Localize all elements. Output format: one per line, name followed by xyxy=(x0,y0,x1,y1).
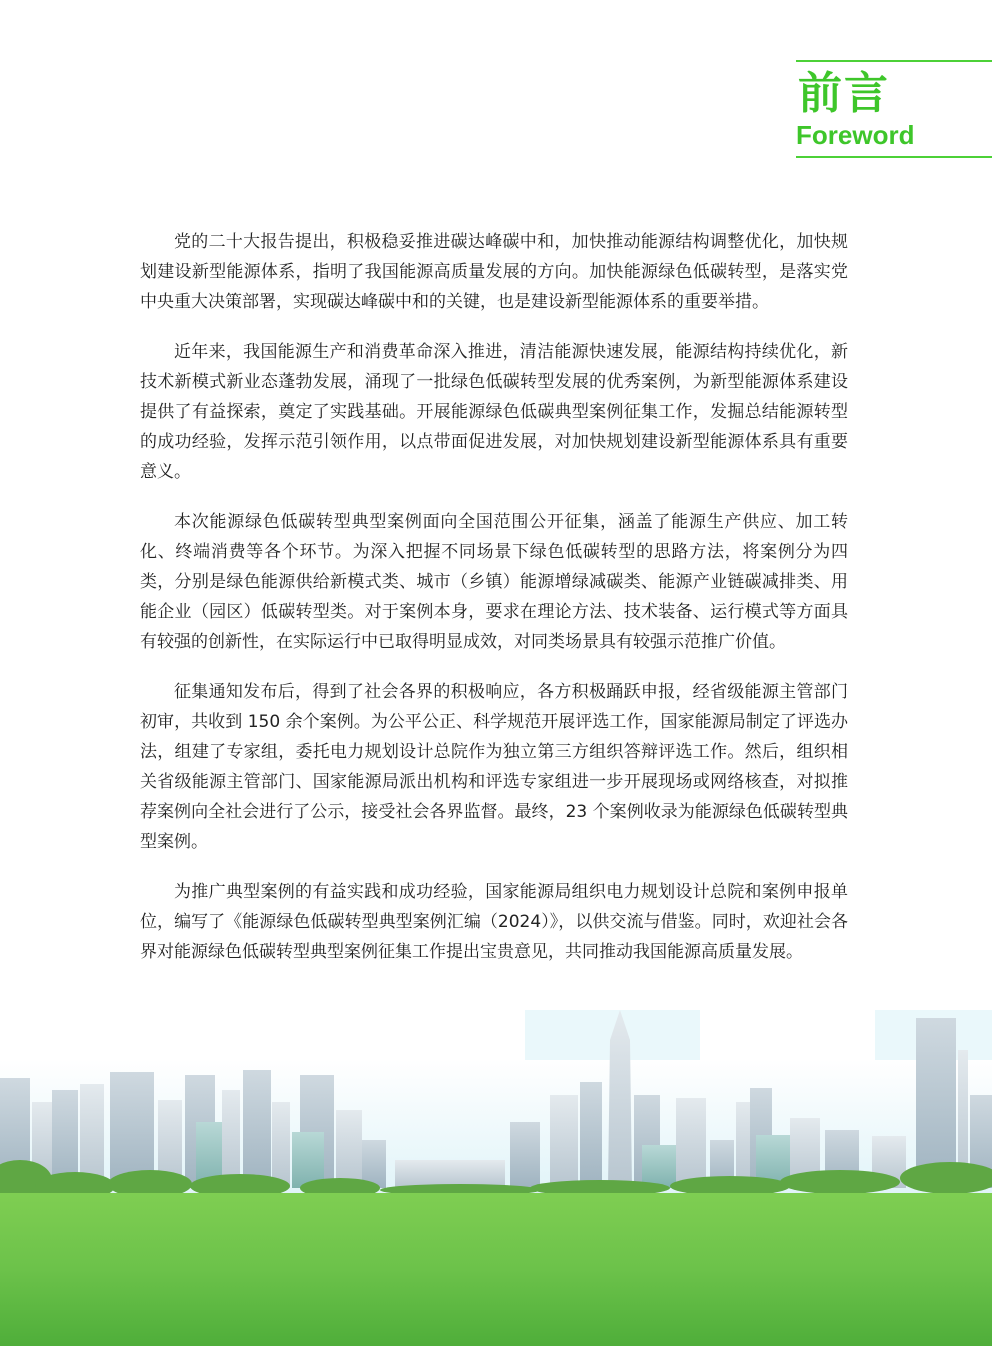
paragraph: 征集通知发布后，得到了社会各界的积极响应，各方积极踊跃申报，经省级能源主管部门初审，共收到 150 余个案例。为公平公正、科学规范开展评选工作，国家能源局制定了评选办法，组建了专家组，委托电力规划设计总院作为独立第三方组织答辩评选工作。然后，组织相关省级能源主管部门、国家能源局派出机构和评选专家组进一步开展现场或网络核查，对拟推荐案例向全社会进行了公示，接受社会各界监督。最终，23 个案例收录为能源绿色低碳转型典型案例。 xyxy=(140,682,848,852)
foreword-body xyxy=(140,227,848,987)
section-title: 前言 xyxy=(798,68,890,119)
header-bottom-rule xyxy=(796,156,992,158)
paragraph: 党的二十大报告提出，积极稳妥推进碳达峰碳中和，加快推动能源结构调整优化，加快规划建设新型能源体系，指明了我国能源高质量发展的方向。加快能源绿色低碳转型，是落实党中央重大决策部署，实现碳达峰碳中和的关键，也是建设新型能源体系的重要举措。 xyxy=(140,232,848,312)
section-header xyxy=(796,60,992,160)
header-top-rule xyxy=(796,60,992,62)
city-skyline-illustration xyxy=(0,1010,992,1346)
paragraph: 本次能源绿色低碳转型典型案例面向全国范围公开征集，涵盖了能源生产供应、加工转化、终端消费等各个环节。为深入把握不同场景下绿色低碳转型的思路方法，将案例分为四类，分别是绿色能源供给新模式类、城市（乡镇）能源增绿减碳类、能源产业链碳减排类、用能企业（园区）低碳转型类。对于案例本身，要求在理论方法、技术装备、运行模式等方面具有较强的创新性，在实际运行中已取得明显成效，对同类场景具有较强示范推广价值。 xyxy=(140,512,848,652)
paragraph: 近年来，我国能源生产和消费革命深入推进，清洁能源快速发展，能源结构持续优化，新技术新模式新业态蓬勃发展，涌现了一批绿色低碳转型发展的优秀案例，为新型能源体系建设提供了有益探索，奠定了实践基础。开展能源绿色低碳典型案例征集工作，发掘总结能源转型的成功经验，发挥示范引领作用，以点带面促进发展，对加快规划建设新型能源体系具有重要意义。 xyxy=(140,342,848,482)
section-subtitle: Foreword xyxy=(796,120,915,150)
paragraph: 为推广典型案例的有益实践和成功经验，国家能源局组织电力规划设计总院和案例申报单位，编写了《能源绿色低碳转型典型案例汇编（2024）》，以供交流与借鉴。同时，欢迎社会各界对能源绿色低碳转型典型案例征集工作提出宝贵意见，共同推动我国能源高质量发展。 xyxy=(140,882,848,962)
grass-field xyxy=(0,1193,992,1346)
